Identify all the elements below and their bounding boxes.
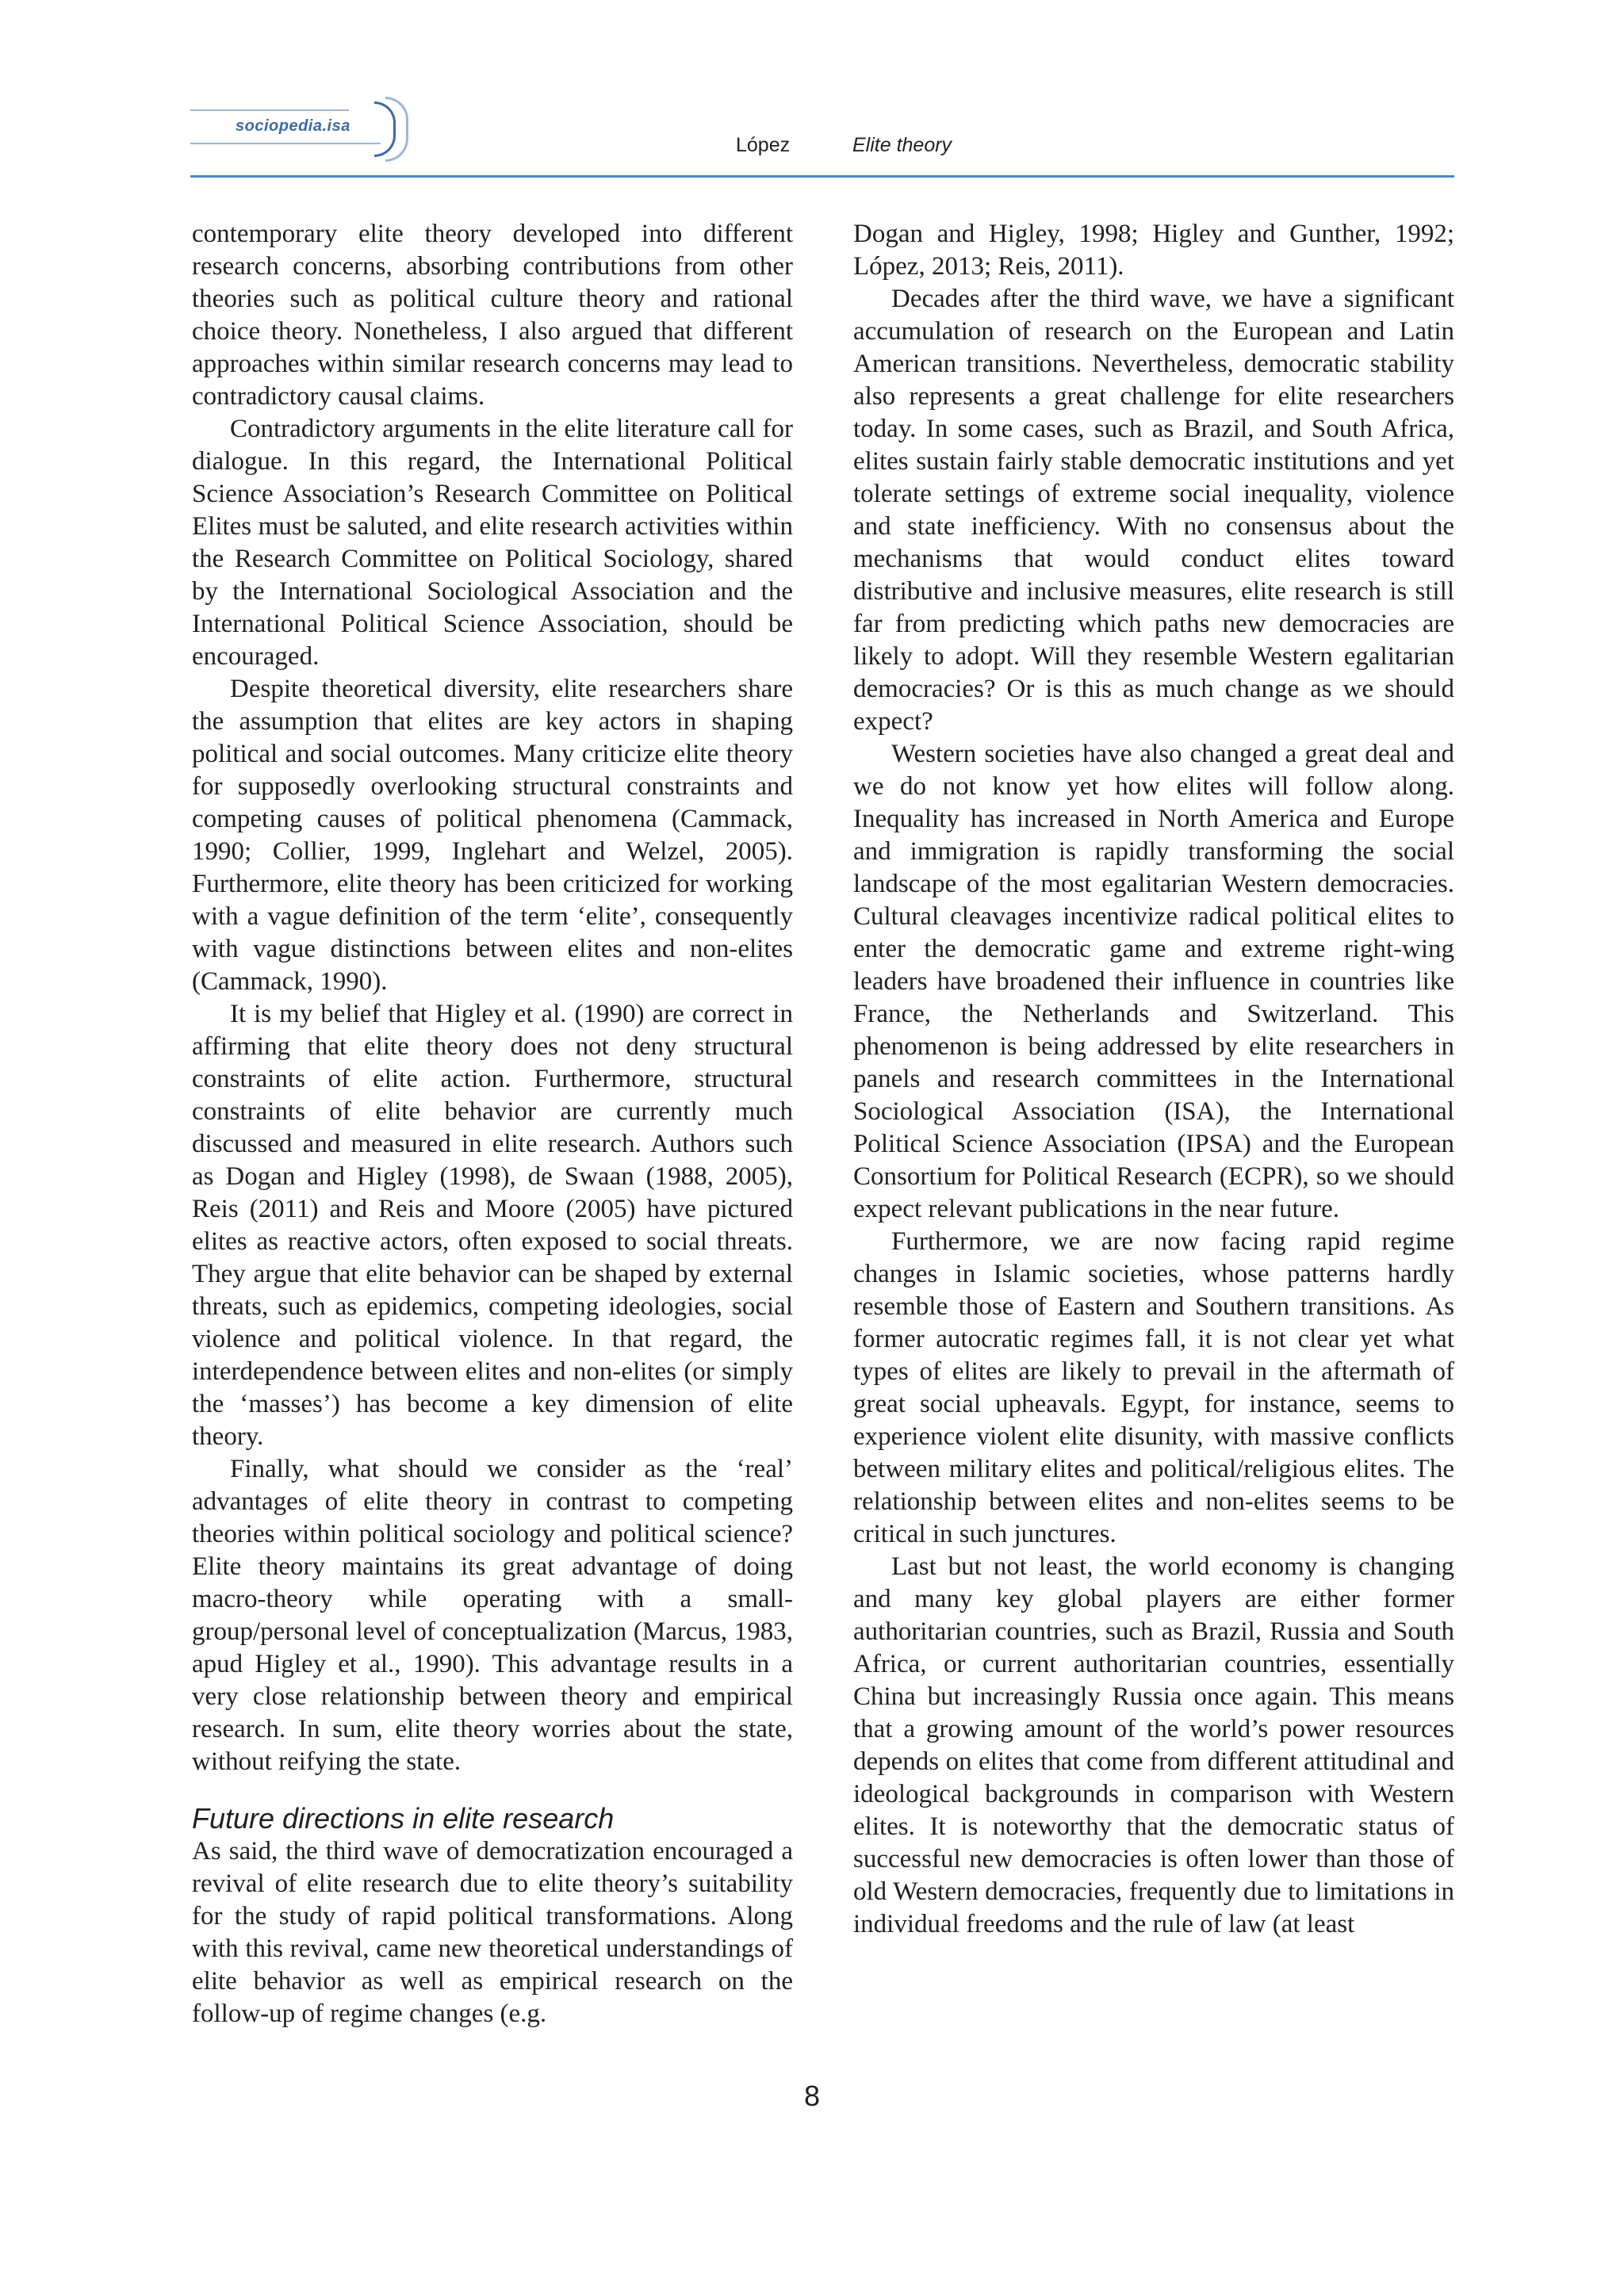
logo-arc-outer-icon (385, 97, 408, 162)
left-column (192, 218, 793, 2030)
paragraph: It is my belief that Higley et al. (1990) are correct in affirming that elite theory does not deny structural constraints of elite action. Furthermore, structural constraints of elite behavior are currently much discussed and measured in elite research. Authors such as Dogan and Higley (1998), de Swaan (1988, 2005), Reis (2011) and Reis and Moore (2005) have pictured elites as reactive actors, often exposed to social threats. They argue that elite behavior can be shaped by external threats, such as epidemics, competing ideologies, social violence and political violence. In that regard, the interdependence between elites and non-elites (or simply the ‘masses’) has become a key dimension of elite theory. (192, 1000, 793, 1451)
header-divider (190, 175, 1454, 178)
section-heading: Future directions in elite research (192, 1802, 615, 1835)
logo-rule-bottom (190, 143, 381, 144)
logo-text: sociopedia.isa (236, 117, 350, 135)
logo-rule-top (190, 109, 349, 111)
right-column (853, 218, 1454, 1941)
paragraph: Furthermore, we are now facing rapid regime changes in Islamic societies, whose patterns hardly resemble those of Eastern and Southern transitions. As former autocratic regimes fall, it is not clear yet what types of elites are likely to prevail in the aftermath of great social upheavals. Egypt, for instance, seems to experience violent elite disunity, with massive conflicts between military elites and political/religious elites. The relationship between elites and non-elites seems to be critical in such junctures. (853, 1227, 1454, 1548)
paragraph: Finally, what should we consider as the ‘real’ advantages of elite theory in contrast to competing theories within political sociology and political science? Elite theory maintains its great advantage of doing macro-theory while operating with a small-group/personal level of conceptualization (Marcus, 1983, apud Higley et al., 1990). This advantage results in a very close relationship between theory and empirical research. In sum, elite theory worries about the state, without reifying the state. (192, 1455, 793, 1776)
running-head-title: Elite theory (852, 134, 952, 156)
paragraph: Contradictory arguments in the elite literature call for dialogue. In this regard, the International Political Science Association’s Research Committee on Political Elites must be saluted, and elite research activities within the Research Committee on Political Sociology, shared by the International Sociological Association and the International Political Science Association, should be encouraged. (192, 415, 793, 671)
paragraph: contemporary elite theory developed into different research concerns, absorbing contributions from other theories such as political culture theory and rational choice theory. Nonetheless, I also argued that different approaches within similar research concerns may lead to contradictory causal claims. (192, 220, 793, 411)
paragraph: As said, the third wave of democratization encouraged a revival of elite research due to elite theory’s suitability for the study of rapid political transformations. Along with this revival, came new theoretical understandings of elite behavior as well as empirical research on the follow-up of regime changes (e.g. (192, 1837, 793, 2028)
paragraph: Dogan and Higley, 1998; Higley and Gunther, 1992; López, 2013; Reis, 2011). (853, 220, 1454, 281)
paragraph: Decades after the third wave, we have a significant accumulation of research on the European and Latin American transitions. Nevertheless, democratic stability also represents a great challenge for elite researchers today. In some cases, such as Brazil, and South Africa, elites sustain fairly stable democratic institutions and yet tolerate settings of extreme social inequality, violence and state inefficiency. With no consensus about the mechanisms that would conduct elites toward distributive and inclusive measures, elite research is still far from predicting which paths new democracies are likely to adopt. Will they resemble Western egalitarian democracies? Or is this as much change as we should expect? (853, 285, 1454, 736)
running-head-author: López (736, 134, 791, 156)
sociopedia-logo (190, 97, 412, 160)
paragraph: Despite theoretical diversity, elite researchers share the assumption that elites are key actors in shaping political and social outcomes. Many criticize elite theory for supposedly overlooking structural constraints and competing causes of political phenomena (Cammack, 1990; Collier, 1999, Inglehart and Welzel, 2005). Furthermore, elite theory has been criticized for working with a vague definition of the term ‘elite’, consequently with vague distinctions between elites and non-elites (Cammack, 1990). (192, 675, 793, 996)
page-number: 8 (803, 2080, 821, 2112)
page-header (0, 0, 1624, 182)
paragraph: Last but not least, the world economy is changing and many key global players are either former authoritarian countries, such as Brazil, Russia and South Africa, or current authoritarian countries, essentially China but increasingly Russia once again. This means that a growing amount of the world’s power resources depends on elites that come from different attitudinal and ideological backgrounds in comparison with Western elites. It is noteworthy that the democratic status of successful new democracies is often lower than those of old Western democracies, frequently due to limitations in individual freedoms and the rule of law (at least (853, 1552, 1454, 1938)
paragraph: Western societies have also changed a great deal and we do not know yet how elites will follow along. Inequality has increased in North America and Europe and immigration is rapidly transforming the social landscape of the most egalitarian Western democracies. Cultural cleavages incentivize radical political elites to enter the democratic game and extreme right-wing leaders have broadened their influence in countries like France, the Netherlands and Switzerland. This phenomenon is being addressed by elite researchers in panels and research committees in the International Sociological Association (ISA), the International Political Science Association (IPSA) and the European Consortium for Political Research (ECPR), so we should expect relevant publications in the near future. (853, 740, 1454, 1223)
